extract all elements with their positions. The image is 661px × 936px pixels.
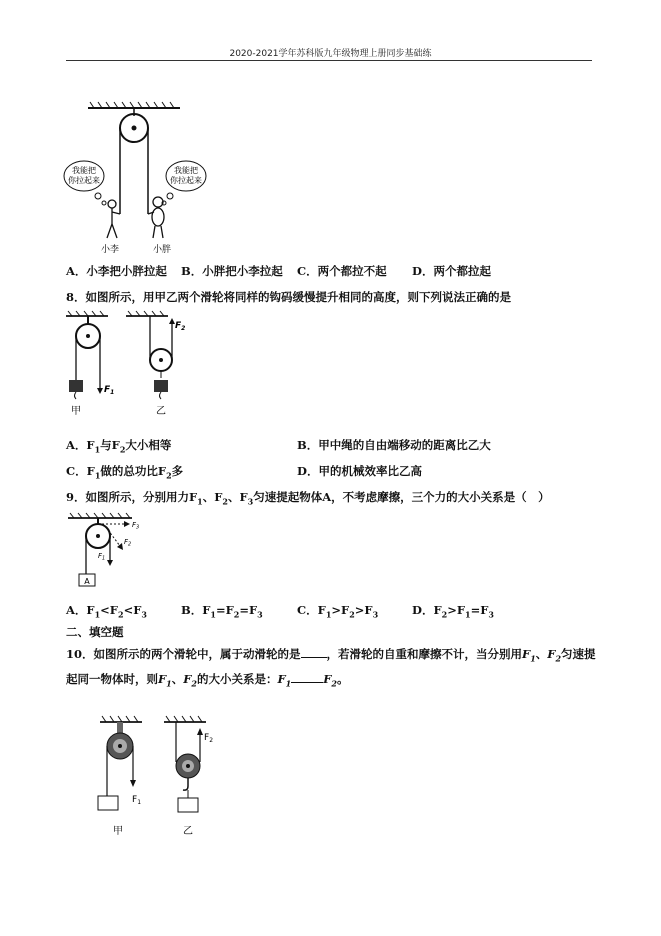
q9-c-pre: C．F bbox=[297, 603, 326, 617]
q8-label-jia: 甲 bbox=[71, 406, 81, 417]
q10-l2-f1b: F bbox=[277, 672, 286, 686]
q10-fig-f1: F bbox=[132, 795, 138, 805]
q9-stem-post: 匀速提起物体A，不考虑摩擦，三个力的大小关系是（ ） bbox=[253, 490, 550, 504]
q10-fig-f1-sub: 1 bbox=[137, 799, 142, 806]
q9-stem-pre: 9．如图所示，分别用力F bbox=[66, 490, 198, 504]
q9-c-m1: >F bbox=[331, 603, 350, 617]
svg-text:F2 bbox=[204, 733, 213, 744]
q9-b-s2: 2 bbox=[233, 609, 240, 620]
q9-figure bbox=[66, 510, 156, 590]
q9-d-s1: 1 bbox=[465, 609, 471, 620]
q9-c1: 、F bbox=[202, 490, 223, 504]
q7-option-d: D．两个都拉起 bbox=[412, 264, 491, 278]
q8-figure bbox=[62, 308, 192, 428]
q8-c-post: 多 bbox=[171, 464, 184, 478]
q8-a-post: 大小相等 bbox=[125, 438, 172, 452]
q8-a-s2: 2 bbox=[119, 444, 126, 455]
q9-d-pre: D．F bbox=[412, 603, 442, 617]
label-xiaopang: 小胖 bbox=[152, 245, 172, 255]
q10-f1: F bbox=[522, 647, 531, 661]
q10-label-jia: 甲 bbox=[113, 826, 123, 837]
left-thought-bubble bbox=[64, 161, 106, 205]
q8-f1-sub: 1 bbox=[110, 389, 115, 396]
q10-sep: 、 bbox=[535, 647, 548, 661]
right-bubble-line1: 我能把 bbox=[174, 166, 198, 175]
q9-b-pre: B．F bbox=[181, 603, 211, 617]
q9-s1: 1 bbox=[197, 496, 203, 507]
right-thought-bubble bbox=[162, 161, 206, 205]
q7-option-c: C．两个都拉不起 bbox=[297, 264, 387, 278]
q9-c-m2: >F bbox=[354, 603, 373, 617]
q10-l2-f2: F bbox=[183, 672, 192, 686]
q9-d-s3: 3 bbox=[488, 609, 494, 620]
svg-text:F2 bbox=[175, 321, 185, 332]
q10-l2-f1-sub: 1 bbox=[166, 678, 172, 689]
q9-c-s1: 1 bbox=[325, 609, 332, 620]
q9-f2: F bbox=[124, 538, 129, 546]
q9-d-s2: 2 bbox=[441, 609, 448, 620]
q10-fig-f2: F bbox=[204, 733, 210, 743]
q8-c-s2: 2 bbox=[166, 470, 172, 481]
q10-line2-end: 。 bbox=[337, 672, 349, 686]
q10-l2-f1b-sub: 1 bbox=[285, 678, 292, 689]
q10-line1-mid: ，若滑轮的自重和摩擦不计，当分别用 bbox=[326, 647, 523, 661]
q8-f1-label: F bbox=[104, 385, 111, 395]
q9-f3-sub: 3 bbox=[136, 524, 140, 531]
q9-stem bbox=[66, 489, 550, 506]
q8-c-mid: 做的总功比F bbox=[100, 464, 167, 478]
q8-stem: 8．如图所示，用甲乙两个滑轮将同样的钩码缓慢提升相同的高度，则下列说法正确的是 bbox=[66, 290, 511, 304]
svg-text:F1 bbox=[132, 795, 141, 806]
q10-blank-2[interactable] bbox=[291, 671, 323, 683]
q10-line1 bbox=[66, 646, 596, 663]
q7-option-a: A．小李把小胖拉起 bbox=[66, 264, 167, 278]
q9-a-s1: 1 bbox=[94, 609, 101, 620]
q9-b-m1: =F bbox=[215, 603, 234, 617]
svg-text:F2 bbox=[124, 538, 131, 548]
q9-a-pre: A．F bbox=[66, 603, 95, 617]
q8-option-d: D．甲的机械效率比乙高 bbox=[297, 464, 422, 478]
q10-f2-sub: 2 bbox=[555, 653, 562, 664]
q10-l2-f2-sub: 2 bbox=[191, 678, 197, 689]
q10-l2-f2b: F bbox=[323, 672, 332, 686]
q9-c2: 、F bbox=[228, 490, 248, 504]
q9-a-m1: <F bbox=[100, 603, 118, 617]
q9-option-c bbox=[297, 602, 378, 619]
q10-pulley-jia bbox=[98, 716, 142, 837]
q10-line2-mid: 的大小关系是： bbox=[197, 672, 278, 686]
q8-option-a bbox=[66, 437, 171, 454]
q10-line2-pre: 起同一物体时，则 bbox=[66, 672, 158, 686]
q9-f1-sub: 1 bbox=[102, 555, 106, 562]
q8-pulley-yi bbox=[126, 311, 185, 417]
q8-a-mid: 与F bbox=[100, 438, 120, 452]
q9-d-m1: >F bbox=[447, 603, 466, 617]
q9-block-label: A bbox=[84, 577, 90, 586]
q9-d-m2: =F bbox=[470, 603, 489, 617]
svg-text:F3 bbox=[132, 521, 139, 531]
person-xiaoli bbox=[107, 200, 120, 238]
q8-option-b: B．甲中绳的自由端移动的距离比乙大 bbox=[297, 438, 491, 452]
svg-text:F1 bbox=[104, 385, 114, 396]
q10-blank-1[interactable] bbox=[301, 646, 327, 658]
q9-c-s2: 2 bbox=[349, 609, 355, 620]
q9-c-s3: 3 bbox=[372, 609, 379, 620]
q9-option-a bbox=[66, 602, 147, 619]
right-bubble-line2: 你拉起来 bbox=[170, 176, 202, 185]
q10-line1-pre: 10．如图所示的两个滑轮中，属于动滑轮的是 bbox=[66, 647, 301, 661]
q9-f1: F bbox=[98, 552, 103, 560]
q9-b-s1: 1 bbox=[210, 609, 216, 620]
left-bubble-line2: 你拉起来 bbox=[68, 176, 100, 185]
q8-c-pre: C．F bbox=[66, 464, 95, 478]
q8-label-yi: 乙 bbox=[156, 406, 166, 417]
q9-a-s2: 2 bbox=[117, 609, 124, 620]
q9-option-b bbox=[181, 602, 263, 619]
q10-l2-sep: 、 bbox=[171, 672, 184, 686]
q8-pulley-jia bbox=[66, 311, 114, 417]
ceiling-hatch bbox=[88, 102, 180, 108]
header-divider bbox=[66, 60, 592, 61]
section-fill-in-title: 二、填空题 bbox=[66, 625, 124, 639]
q9-b-m2: =F bbox=[239, 603, 258, 617]
q10-f1-sub: 1 bbox=[530, 653, 536, 664]
q8-option-c bbox=[66, 463, 183, 480]
q8-a-s1: 1 bbox=[94, 444, 101, 455]
q10-pulley-yi bbox=[164, 716, 213, 837]
q8-a-pre: A．F bbox=[66, 438, 95, 452]
left-bubble-line1: 我能把 bbox=[72, 166, 96, 175]
q9-s2: 2 bbox=[222, 496, 228, 507]
q10-line2 bbox=[66, 671, 349, 688]
q10-fig-f2-sub: 2 bbox=[209, 737, 214, 744]
q10-line1-post: 匀速提 bbox=[561, 647, 596, 661]
svg-text:F1 bbox=[98, 552, 105, 562]
q8-f2-sub: 2 bbox=[181, 325, 186, 332]
page-header: 2020-2021学年苏科版九年级物理上册同步基础练 bbox=[229, 49, 432, 59]
label-xiaoli: 小李 bbox=[100, 245, 120, 255]
q9-s3: 3 bbox=[247, 496, 254, 507]
q9-a-s3: 3 bbox=[141, 609, 147, 620]
q10-l2-f1: F bbox=[158, 672, 167, 686]
q10-f2: F bbox=[547, 647, 556, 661]
q9-f3: F bbox=[132, 521, 137, 529]
q10-l2-f2b-sub: 2 bbox=[331, 678, 337, 689]
q9-f2-sub: 2 bbox=[128, 541, 132, 548]
q9-option-d bbox=[412, 602, 494, 619]
q9-b-s3: 3 bbox=[257, 609, 263, 620]
q7-figure bbox=[62, 96, 222, 256]
q10-figure bbox=[92, 712, 242, 842]
q8-f2-label: F bbox=[175, 321, 182, 331]
q9-a-m2: <F bbox=[123, 603, 142, 617]
q7-option-b: B．小胖把小李拉起 bbox=[181, 264, 283, 278]
q8-c-s1: 1 bbox=[94, 470, 101, 481]
q10-label-yi: 乙 bbox=[183, 826, 193, 837]
